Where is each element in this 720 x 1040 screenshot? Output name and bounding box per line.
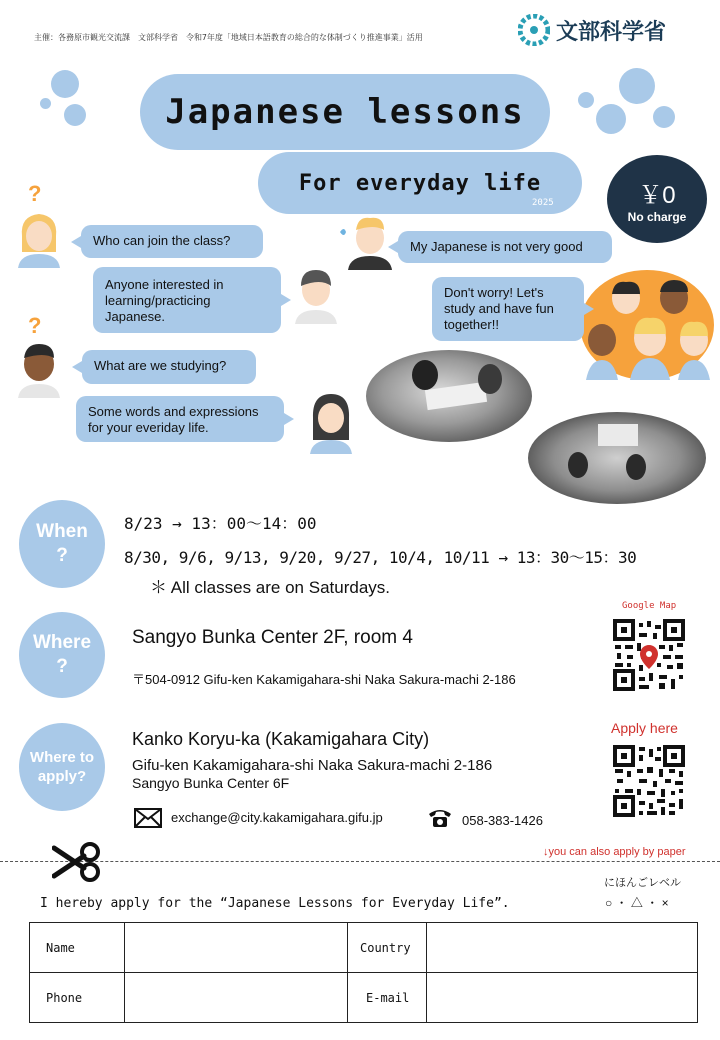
qr-code-icon [613,619,685,691]
price-badge [607,155,707,243]
bubble-text: Who can join the class? [93,233,231,248]
bubble-text: Anyone interested in learning/practicing Japanese. [105,277,224,324]
form-label-name: Name [30,923,125,973]
apply-address-1: Gifu-ken Kakamigahara-shi Naka Sakura-machi 2-186 [132,757,493,774]
page-title: Japanese lessons [165,92,525,132]
where-label-circle [19,612,105,698]
form-label-country: Country [348,923,427,973]
sponsor-line: 主催：各務原市観光交流課 文部科学省 令和7年度「地域日本語教育の総合的な体制づくり推進事業」活用 [34,33,423,42]
decor-circle [596,104,626,134]
apply-office: Kanko Koryu-ka (Kakamigahara City) [132,729,430,749]
avatar-girl [306,388,356,454]
apply-phone[interactable]: 058-383-1426 [462,813,543,828]
where-place: Sangyo Bunka Center 2F, room 4 [132,627,413,648]
avatar-blonde-girl [14,208,64,268]
form-declaration: I hereby apply for the “Japanese Lessons for Everyday Life”. [40,896,510,911]
ministry-emblem-icon [518,14,550,46]
ministry-logo [518,14,666,46]
form-input-email[interactable] [427,973,698,1023]
bubble-japanese-not-good [398,231,612,263]
decor-circle [40,98,51,109]
year-label: 2025 [532,198,554,208]
apply-here-label: Apply here [611,720,678,736]
when-line-1: 8/23 → 13：00〜14：00 [124,514,317,533]
when-label-circle [19,500,105,588]
apply-address-2: Sangyo Bunka Center 6F [132,775,290,791]
price-amount: ￥0 [638,181,676,209]
google-map-label: Google Map [622,601,677,611]
avatar-worried-boy [330,212,394,270]
application-form [29,922,698,1023]
when-line-2: 8/30, 9/6, 9/13, 9/20, 9/27, 10/4, 10/11 → 13：30〜15：30 [124,548,637,567]
bubble-text: My Japanese is not very good [410,239,583,254]
title-pill [140,74,550,150]
bubble-text: What are we studying? [94,358,227,373]
page-subtitle: For everyday life [298,170,542,196]
japanese-level-label: にほんごレベル [604,877,681,889]
when-note: ＊ All classes are on Saturdays. [150,578,391,597]
japanese-level-options[interactable]: ○ ・ △ ・ × [605,896,669,910]
cut-line [0,861,720,862]
form-input-country[interactable] [427,923,698,973]
form-input-phone[interactable] [125,973,348,1023]
form-input-name[interactable] [125,923,348,973]
apply-email[interactable]: exchange@city.kakamigahara.gifu.jp [171,810,383,825]
bubble-who-can-join [81,225,263,258]
bubble-anyone-interested [93,267,281,333]
question-mark: ? [28,181,42,206]
decor-circle [578,92,594,108]
scissors-icon [52,842,102,882]
class-photo-1 [366,350,532,442]
apply-label-circle [19,723,105,811]
decor-circle [653,106,675,128]
decor-circle [64,104,86,126]
avatar-grey-boy [291,264,341,324]
apply-qr-code[interactable] [613,745,685,817]
form-label-phone: Phone [30,973,125,1023]
when-label: When ? [36,521,88,566]
class-photo-2 [528,412,706,504]
bubble-dont-worry [432,277,584,341]
price-note: No charge [627,209,687,224]
envelope-icon [134,808,162,828]
avatar-dark-boy [14,338,64,398]
map-qr-code[interactable] [613,619,685,691]
bubble-text: Some words and expressions for your everiday life. [88,404,259,435]
decor-circle [51,70,79,98]
bubble-what-studying [82,350,256,384]
apply-label: Where to apply? [29,749,95,785]
decor-circle [619,68,655,104]
ministry-name: 文部科学省 [556,19,667,45]
phone-icon [427,808,453,828]
group-people-icon [582,276,716,380]
bubble-words-expressions [76,396,284,442]
qr-code-icon [613,745,685,817]
bubble-text: Don't worry! Let's study and have fun together!! [444,285,554,332]
question-mark: ? [28,313,42,338]
where-label: Where ? [32,632,92,677]
form-label-email: E-mail [348,973,427,1023]
paper-apply-note: ↓you can also apply by paper [543,846,686,858]
where-address: 〒504-0912 Gifu-ken Kakamigahara-shi Naka Sakura-machi 2-186 [132,672,516,687]
